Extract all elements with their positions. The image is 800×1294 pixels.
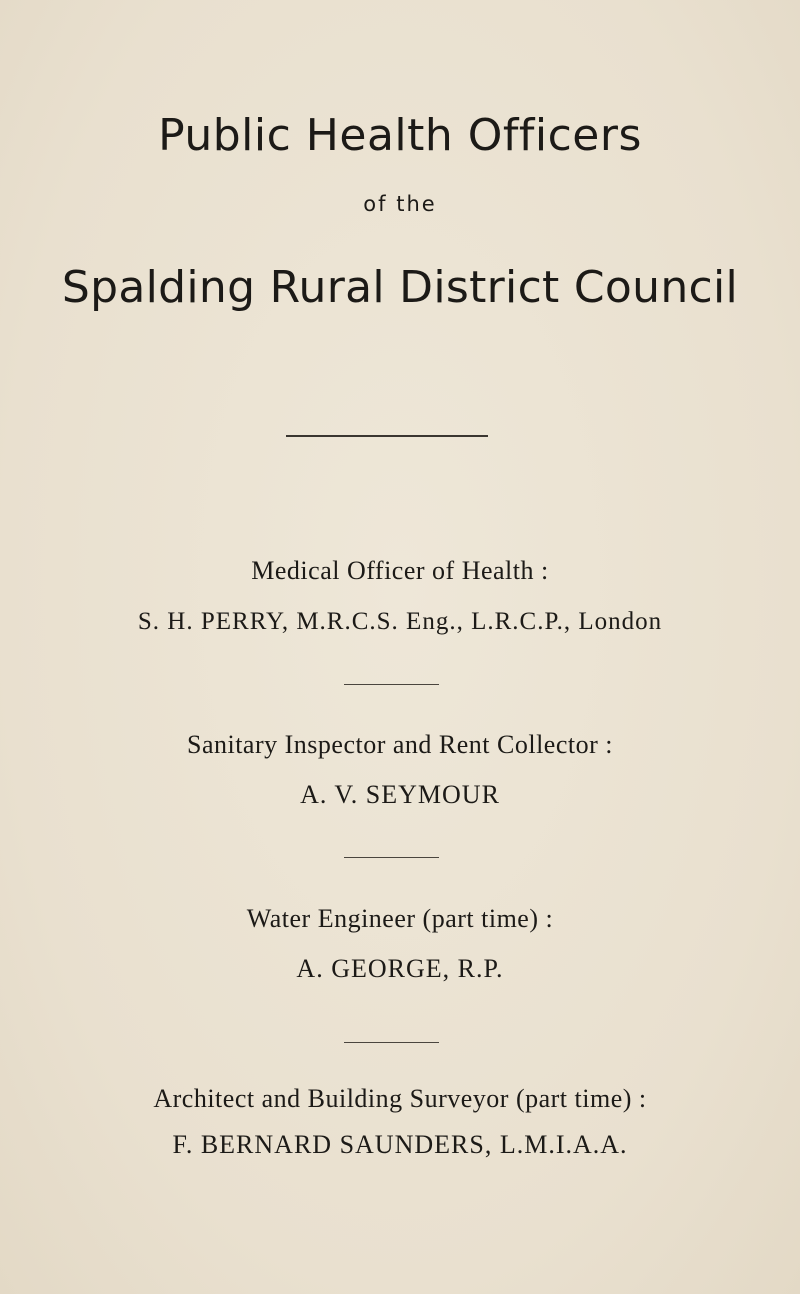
section-divider: [344, 857, 439, 858]
officer-role-medical: Medical Officer of Health :: [251, 556, 549, 585]
section-divider: [344, 1042, 439, 1043]
officer-name-architect: F. BERNARD SAUNDERS, L.M.I.A.A.: [172, 1130, 628, 1159]
officer-name-sanitary: A. V. SEYMOUR: [300, 780, 500, 809]
officer-role-sanitary: Sanitary Inspector and Rent Collector :: [186, 730, 613, 759]
heading-council: Spalding Rural District Council: [61, 262, 739, 313]
officer-name-water: A. GEORGE, R.P.: [296, 954, 504, 983]
heading-subtitle: of the: [363, 192, 437, 216]
officer-name-medical: S. H. PERRY, M.R.C.S. Eng., L.R.C.P., London: [137, 608, 663, 635]
heading-title: Public Health Officers: [158, 110, 642, 161]
heading-divider: [286, 435, 488, 437]
section-divider: [344, 684, 439, 685]
officer-role-water: Water Engineer (part time) :: [246, 904, 554, 933]
officer-role-architect: Architect and Building Surveyor (part time) :: [153, 1084, 647, 1113]
